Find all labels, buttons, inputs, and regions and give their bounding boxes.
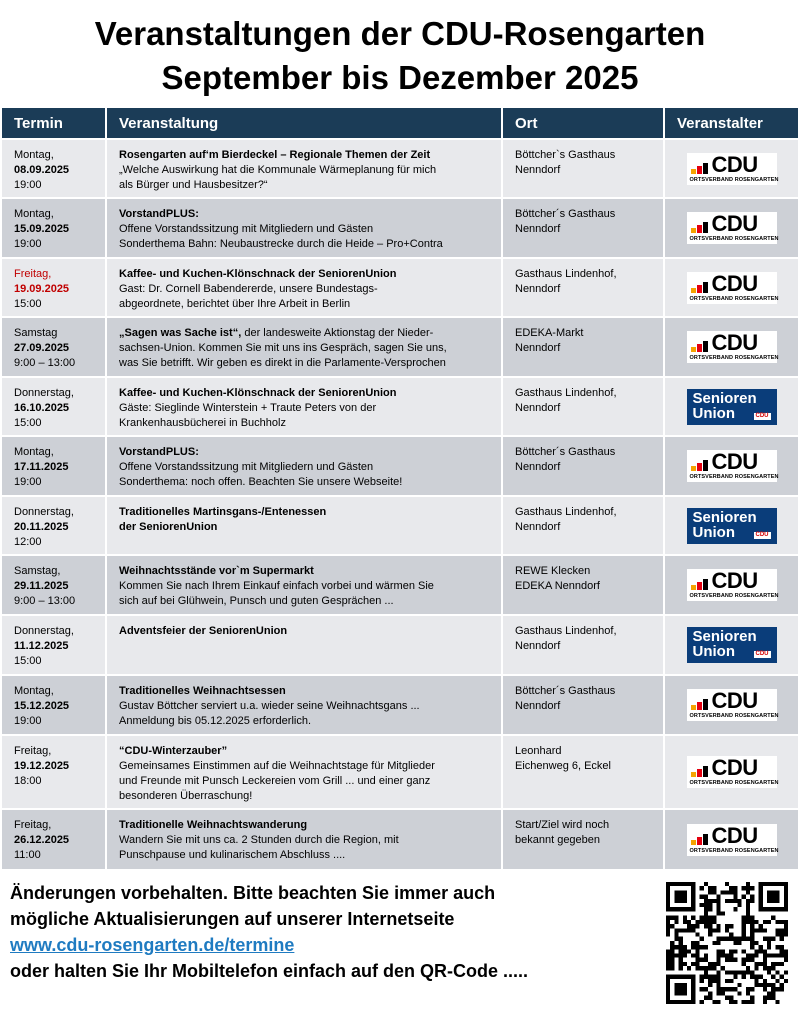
event-description-line: sich auf bei Glühwein, Punsch und guten Gesprächen ...	[119, 595, 394, 607]
cell-veranstaltung	[106, 809, 502, 869]
event-location-line: Eichenweg 6, Eckel	[515, 760, 611, 772]
event-title: Traditionelles Martinsgans-/Entenessen	[119, 506, 327, 518]
event-date: 20.11.2025	[14, 521, 69, 533]
cdu-logo	[687, 153, 777, 185]
cdu-logo-word: CDU	[711, 688, 758, 713]
cell-ort	[502, 675, 664, 735]
title-line-1: Veranstaltungen der CDU-Rosengarten	[94, 15, 706, 52]
event-description-line: Wandern Sie mit uns ca. 2 Stunden durch die Region, mit	[119, 834, 399, 846]
event-day: Samstag	[14, 327, 58, 339]
event-description-line: was Sie betrifft. Wir geben es direkt in die Parlamente-Versprochen	[119, 357, 446, 369]
event-location-line: Nenndorf	[515, 283, 561, 295]
event-location-line: Nenndorf	[515, 461, 561, 473]
cell-termin	[2, 675, 106, 735]
event-location-line: Böttcher´s Gasthaus	[515, 685, 616, 697]
su-logo-word-1: Senioren	[692, 389, 757, 407]
cdu-logo-bars-icon	[691, 765, 713, 777]
event-description-line: Anmeldung bis 05.12.2025 erforderlich.	[119, 715, 312, 727]
cdu-logo	[687, 272, 777, 304]
senioren-union-logo	[687, 627, 777, 663]
su-logo-cdu-tag: CDU	[755, 651, 769, 657]
cdu-logo-word: CDU	[711, 270, 758, 296]
event-time: 19:00	[14, 715, 42, 727]
event-time: 15:00	[14, 655, 42, 667]
cdu-logo	[687, 569, 777, 601]
cell-termin	[2, 735, 106, 809]
event-description-line: Gustav Böttcher serviert u.a. wieder seine Weihnachtsgans ...	[119, 700, 420, 712]
cdu-logo-bars-icon	[691, 221, 713, 233]
cdu-logo	[687, 824, 777, 856]
cell-termin	[2, 258, 106, 317]
su-logo-cdu-tag: CDU	[755, 531, 769, 538]
senioren-union-logo	[687, 389, 777, 425]
cdu-logo-bars-icon	[691, 340, 713, 352]
event-description-line: Offene Vorstandssitzung mit Mitgliedern und Gästen	[119, 461, 374, 473]
event-location-line: Böttcher´s Gasthaus	[515, 208, 616, 220]
cell-ort	[502, 377, 664, 436]
event-description-line: Sonderthema Bahn: Neubaustrecke durch die Heide – Pro+Contra	[119, 238, 443, 250]
event-description-line: sachsen-Union. Kommen Sie mit uns ins Gespräch, sagen Sie uns,	[119, 342, 447, 354]
event-location-line: Nenndorf	[515, 164, 561, 176]
cell-veranstaltung	[106, 436, 502, 496]
cell-ort	[502, 496, 664, 555]
event-location-line: Böttcher`s Gasthaus	[515, 149, 616, 161]
su-logo-word-2: Union	[692, 404, 735, 422]
event-location-line: Gasthaus Lindenhof,	[515, 387, 617, 399]
cdu-logo-bars-icon	[691, 459, 713, 471]
cell-termin	[2, 198, 106, 258]
footer-line-2: mögliche Aktualisierungen auf unserer Internetseite	[10, 909, 455, 929]
event-time: 15:00	[14, 298, 42, 310]
cell-veranstaltung	[106, 735, 502, 809]
footer-line-1: Änderungen vorbehalten. Bitte beachten Sie immer auch	[10, 883, 496, 903]
cell-termin	[2, 377, 106, 436]
cdu-logo-bars-icon	[691, 162, 713, 174]
footer-notice	[10, 880, 650, 984]
event-date: 15.12.2025	[14, 700, 70, 712]
cdu-logo-subtitle: ORTSVERBAND ROSENGARTEN	[689, 236, 779, 242]
cdu-logo	[687, 331, 777, 363]
cdu-logo-subtitle: ORTSVERBAND ROSENGARTEN	[689, 474, 779, 480]
event-description-line: „Welche Auswirkung hat die Kommunale Wärmeplanung für mich	[119, 164, 437, 176]
column-header-veranstaltung: Veranstaltung	[106, 108, 502, 139]
event-title-rest: der landesweite Aktionstag der Nieder-	[241, 327, 434, 339]
cell-ort	[502, 615, 664, 675]
event-description-line: Offene Vorstandssitzung mit Mitgliedern und Gästen	[119, 223, 374, 235]
event-description-line: abgeordnete, berichtet über Ihre Arbeit in Berlin	[119, 298, 351, 310]
cdu-logo-bars-icon	[691, 281, 713, 293]
cdu-logo-word: CDU	[711, 151, 758, 177]
cdu-logo	[687, 212, 777, 244]
cdu-logo-bars-icon	[691, 833, 713, 845]
event-location-line: Nenndorf	[515, 223, 561, 235]
cell-veranstalter	[664, 809, 798, 869]
event-location-line: Nenndorf	[515, 700, 561, 712]
cdu-logo-word: CDU	[711, 449, 758, 474]
event-date: 19.09.2025	[14, 283, 70, 295]
table-row	[2, 615, 798, 675]
event-day: Donnerstag,	[14, 625, 74, 637]
su-logo-word-1: Senioren	[692, 508, 757, 526]
cell-ort	[502, 555, 664, 615]
event-location-line: Gasthaus Lindenhof,	[515, 268, 617, 280]
event-day: Montag,	[14, 446, 54, 458]
cdu-logo-subtitle: ORTSVERBAND ROSENGARTEN	[689, 295, 779, 302]
cell-veranstaltung	[106, 496, 502, 555]
event-location-line: Leonhard	[515, 745, 562, 757]
cell-ort	[502, 258, 664, 317]
cell-ort	[502, 198, 664, 258]
table-row	[2, 258, 798, 317]
cdu-logo	[687, 450, 777, 482]
page-title	[0, 0, 800, 96]
event-location-line: Gasthaus Lindenhof,	[515, 625, 617, 637]
cell-veranstalter	[664, 139, 798, 198]
event-date: 19.12.2025	[14, 760, 70, 772]
event-title: Kaffee- und Kuchen-Klönschnack der SeniorenUnion	[119, 268, 397, 280]
column-header-ort: Ort	[502, 108, 664, 139]
table-row	[2, 496, 798, 555]
cell-ort	[502, 317, 664, 377]
event-title: „Sagen was Sache ist“,	[119, 327, 242, 339]
table-row	[2, 198, 798, 258]
event-location-line: Nenndorf	[515, 640, 561, 652]
cell-veranstalter	[664, 615, 798, 675]
event-day: Donnerstag,	[14, 506, 74, 518]
table-row	[2, 317, 798, 377]
event-date: 15.09.2025	[14, 223, 70, 235]
cdu-logo-subtitle: ORTSVERBAND ROSENGARTEN	[689, 780, 779, 786]
cell-veranstalter	[664, 555, 798, 615]
cell-veranstaltung	[106, 139, 502, 198]
table-row	[2, 555, 798, 615]
events-table	[2, 108, 798, 869]
event-time: 12:00	[14, 536, 42, 548]
cell-veranstalter	[664, 198, 798, 258]
cell-veranstalter	[664, 377, 798, 436]
event-title: Kaffee- und Kuchen-Klönschnack der SeniorenUnion	[119, 387, 397, 399]
event-day: Freitag,	[14, 268, 52, 280]
su-logo-word-2: Union	[692, 523, 735, 541]
event-description-line: Krankenhausbücherei in Buchholz	[119, 417, 286, 429]
event-location-line: Nenndorf	[515, 342, 561, 354]
event-time: 9:00 – 13:00	[14, 595, 76, 607]
event-day: Samstag,	[14, 565, 61, 577]
su-logo-word-1: Senioren	[692, 628, 757, 645]
website-link[interactable]: www.cdu-rosengarten.de/termine	[10, 935, 295, 955]
cell-termin	[2, 615, 106, 675]
cell-termin	[2, 139, 106, 198]
event-date: 16.10.2025	[14, 402, 70, 414]
table-row	[2, 377, 798, 436]
cell-veranstaltung	[106, 377, 502, 436]
event-time: 9:00 – 13:00	[14, 357, 76, 369]
cell-veranstaltung	[106, 615, 502, 675]
cell-veranstalter	[664, 735, 798, 809]
cell-veranstalter	[664, 496, 798, 555]
cell-veranstalter	[664, 675, 798, 735]
title-line-2: September bis Dezember 2025	[161, 59, 639, 96]
cell-termin	[2, 317, 106, 377]
cdu-logo	[687, 756, 777, 788]
cell-veranstaltung	[106, 258, 502, 317]
event-date: 26.12.2025	[14, 834, 70, 846]
event-location-line: EDEKA-Markt	[515, 327, 584, 339]
event-description-line: besonderen Überraschung!	[119, 790, 253, 802]
table-header-row	[2, 108, 798, 139]
cell-ort	[502, 809, 664, 869]
event-description-line: Gemeinsames Einstimmen auf die Weihnachtstage für Mitglieder	[119, 760, 435, 772]
qr-code	[666, 882, 788, 1004]
cdu-logo-word: CDU	[711, 330, 758, 355]
cell-veranstaltung	[106, 675, 502, 735]
event-description-line: Gäste: Sieglinde Winterstein + Traute Peters von der	[119, 402, 377, 414]
event-location-line: Gasthaus Lindenhof,	[515, 506, 617, 518]
event-date: 17.11.2025	[14, 461, 69, 473]
event-description-line: Gast: Dr. Cornell Babendererde, unsere Bundestags-	[119, 283, 378, 295]
cell-veranstaltung	[106, 198, 502, 258]
cell-veranstaltung	[106, 555, 502, 615]
column-header-veranstalter: Veranstalter	[664, 108, 798, 139]
event-day: Montag,	[14, 208, 54, 220]
event-location-line: Böttcher´s Gasthaus	[515, 446, 616, 458]
table-row	[2, 139, 798, 198]
event-time: 19:00	[14, 238, 42, 250]
cell-termin	[2, 555, 106, 615]
cdu-logo-subtitle: ORTSVERBAND ROSENGARTEN	[689, 355, 779, 361]
event-location-line: Start/Ziel wird noch	[515, 819, 610, 831]
event-date: 27.09.2025	[14, 342, 70, 354]
table-row	[2, 436, 798, 496]
event-time: 18:00	[14, 775, 42, 787]
event-date: 08.09.2025	[14, 164, 70, 176]
event-day: Freitag,	[14, 819, 52, 831]
table-row	[2, 675, 798, 735]
event-time: 11:00	[14, 849, 41, 861]
event-day: Montag,	[14, 685, 54, 697]
event-title: “CDU-Winterzauber”	[119, 745, 228, 757]
cell-ort	[502, 436, 664, 496]
event-day: Freitag,	[14, 745, 52, 757]
cell-veranstaltung	[106, 317, 502, 377]
event-location-line: REWE Klecken	[515, 565, 591, 577]
table-row	[2, 809, 798, 869]
cell-veranstalter	[664, 317, 798, 377]
cell-ort	[502, 139, 664, 198]
event-description-line: Kommen Sie nach Ihrem Einkauf einfach vorbei und wärmen Sie	[119, 580, 434, 592]
event-location-line: Nenndorf	[515, 521, 561, 533]
table-row	[2, 735, 798, 809]
event-title-line-2: der SeniorenUnion	[119, 521, 218, 533]
event-time: 15:00	[14, 417, 42, 429]
cell-veranstalter	[664, 258, 798, 317]
event-day: Montag,	[14, 149, 54, 161]
event-date: 11.12.2025	[14, 640, 69, 652]
cell-termin	[2, 496, 106, 555]
cdu-logo-word: CDU	[711, 568, 758, 593]
cell-ort	[502, 735, 664, 809]
event-time: 19:00	[14, 179, 42, 191]
event-location-line: bekannt gegeben	[515, 834, 601, 846]
cdu-logo-subtitle: ORTSVERBAND ROSENGARTEN	[689, 847, 779, 854]
su-logo-word-2: Union	[692, 643, 735, 660]
cdu-logo-bars-icon	[691, 698, 713, 710]
cdu-logo-subtitle: ORTSVERBAND ROSENGARTEN	[689, 593, 779, 599]
event-date: 29.11.2025	[14, 580, 69, 592]
cdu-logo-subtitle: ORTSVERBAND ROSENGARTEN	[689, 176, 779, 183]
cdu-logo-word: CDU	[711, 211, 758, 236]
senioren-union-logo	[687, 508, 777, 544]
su-logo-cdu-tag: CDU	[755, 412, 769, 419]
event-title: Traditionelles Weihnachtsessen	[119, 685, 286, 697]
event-location-line: EDEKA Nenndorf	[515, 580, 600, 592]
event-description-line: Punschpause und kulinarischem Abschluss ....	[119, 849, 346, 861]
cell-termin	[2, 809, 106, 869]
cell-termin	[2, 436, 106, 496]
event-description-line: und Freunde mit Punsch Leckereien vom Grill ... und einer ganz	[119, 775, 431, 787]
event-title: VorstandPLUS:	[119, 446, 199, 458]
event-time: 19:00	[14, 476, 42, 488]
footer-line-4: oder halten Sie Ihr Mobiltelefon einfach auf den QR-Code .....	[10, 961, 529, 981]
event-description-line: als Bürger und Hausbesitzer?“	[119, 179, 268, 191]
cell-veranstalter	[664, 436, 798, 496]
cdu-logo-word: CDU	[711, 755, 758, 780]
event-title: Rosengarten auf‘m Bierdeckel – Regionale Themen der Zeit	[119, 149, 431, 161]
event-location-line: Nenndorf	[515, 402, 561, 414]
cdu-logo-subtitle: ORTSVERBAND ROSENGARTEN	[689, 713, 779, 719]
event-title: Adventsfeier der SeniorenUnion	[119, 625, 288, 637]
column-header-termin: Termin	[2, 108, 106, 139]
event-title: Weihnachtsstände vor`m Supermarkt	[119, 565, 314, 577]
event-description-line: Sonderthema: noch offen. Beachten Sie unsere Webseite!	[119, 476, 403, 488]
cdu-logo-word: CDU	[711, 822, 758, 848]
event-title: VorstandPLUS:	[119, 208, 199, 220]
event-title: Traditionelle Weihnachtswanderung	[119, 819, 308, 831]
event-day: Donnerstag,	[14, 387, 74, 399]
cdu-logo	[687, 689, 777, 721]
cdu-logo-bars-icon	[691, 578, 713, 590]
